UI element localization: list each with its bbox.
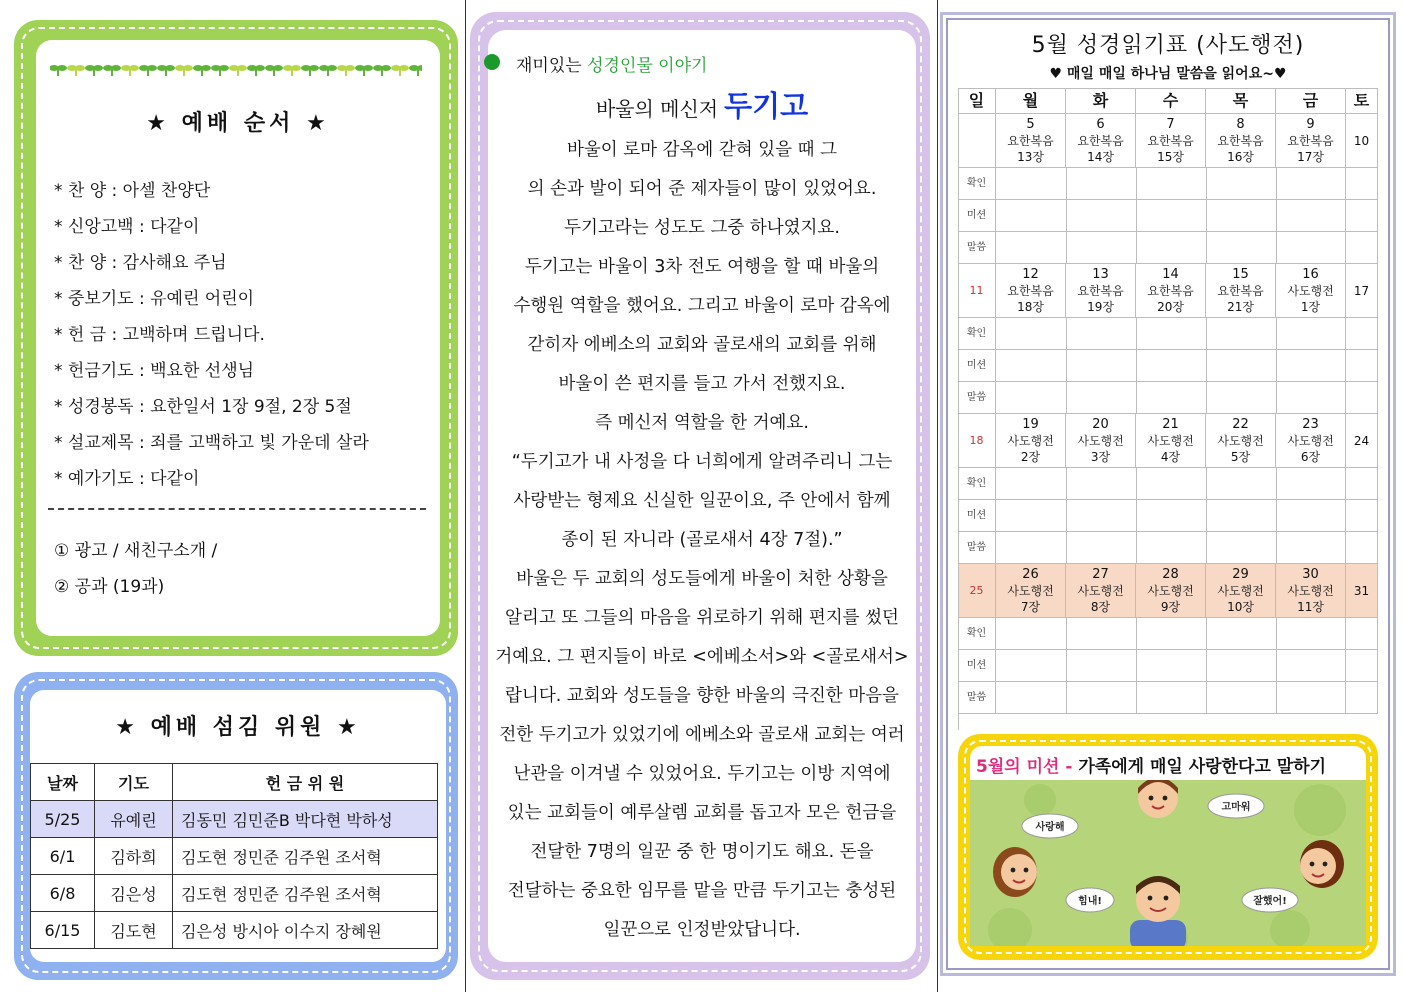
calendar-column-line <box>1276 232 1277 264</box>
calendar-day-ch: 5장 <box>1230 449 1251 464</box>
sprout-icon <box>67 65 85 76</box>
table-cell-date: 6/8 <box>31 875 95 912</box>
sprout-icon <box>373 65 391 76</box>
calendar-day-ch: 9장 <box>1160 599 1181 614</box>
calendar-day-ch: 11장 <box>1297 599 1324 614</box>
calendar-check-area <box>996 232 1346 264</box>
calendar-sunday: 25 <box>958 564 996 618</box>
worship-order-title: ★ 예배 순서 ★ <box>146 111 330 136</box>
calendar-column-line <box>1276 382 1277 414</box>
table-cell-names: 김도현 정민준 김주원 조서혁 <box>173 875 438 912</box>
calendar-day-book: 요한복음 <box>1147 133 1194 148</box>
story-line: “두기고가 내 사정을 다 너희에게 알려주리니 그는 <box>511 452 893 472</box>
calendar-column-line <box>1206 350 1207 382</box>
calendar-column-line <box>1206 232 1207 264</box>
story-line: 전달한 7명의 일꾼 중 한 명이기도 해요. 돈을 <box>530 842 874 862</box>
calendar-column-line <box>1206 532 1207 564</box>
calendar-column-line <box>1136 168 1137 200</box>
calendar-column-line <box>1066 468 1067 500</box>
story-line: 갇히자 에베소의 교회와 골로새의 교회를 위해 <box>527 335 877 355</box>
sprout-icon <box>247 65 265 76</box>
calendar-row-label: 확인 <box>958 318 996 350</box>
sprout-icon <box>391 65 409 76</box>
calendar-day-ch: 4장 <box>1160 449 1181 464</box>
story-line: 거예요. 그 편지들이 바로 <에베소서>와 <골로새서> <box>495 647 909 667</box>
calendar-sunday <box>958 114 996 168</box>
calendar-check-area <box>1346 200 1378 232</box>
calendar-column-line <box>1066 382 1067 414</box>
calendar-column-line <box>1276 168 1277 200</box>
calendar-row-label: 말씀 <box>958 382 996 414</box>
calendar-column-line <box>1276 468 1277 500</box>
sprout-icon <box>229 65 247 76</box>
calendar-day <box>1206 114 1276 168</box>
calendar-day <box>1206 414 1276 468</box>
table-row <box>31 912 438 949</box>
calendar-day <box>1206 564 1276 618</box>
calendar-day-num: 26 <box>1022 566 1039 582</box>
calendar-column-line <box>1066 318 1067 350</box>
calendar-day-ch: 15장 <box>1157 149 1184 164</box>
calendar-day-num: 9 <box>1306 116 1315 132</box>
calendar-day-book: 요한복음 <box>1217 283 1264 298</box>
calendar-day-num: 23 <box>1302 416 1319 432</box>
worship-order-extra-item: ② 공과 (19과) <box>54 577 165 597</box>
calendar-saturday: 31 <box>1346 564 1378 618</box>
column-header-offering: 헌 금 위 원 <box>173 764 438 801</box>
calendar-day-ch: 13장 <box>1017 149 1044 164</box>
story-line: 바울이 쓴 편지를 들고 가서 전했지요. <box>558 374 846 394</box>
table-cell-prayer: 김은성 <box>95 875 173 912</box>
weekday-header: 토 <box>1346 88 1378 114</box>
sprout-icon <box>337 65 355 76</box>
calendar-check-area <box>1346 350 1378 382</box>
bubble-text: 잘했어! <box>1253 896 1287 907</box>
calendar-subtitle: ♥ 매일 매일 하나님 말씀을 읽어요~♥ <box>1049 66 1287 82</box>
calendar-column-line <box>1066 232 1067 264</box>
weekday-header: 금 <box>1276 88 1346 114</box>
calendar-day-book: 사도행전 <box>1077 433 1124 448</box>
table-row <box>31 801 438 838</box>
sprout-icon <box>85 65 103 76</box>
calendar-day-book: 사도행전 <box>1147 583 1194 598</box>
worship-order-item: * 중보기도 : 유예린 어린이 <box>54 289 255 309</box>
story-line: 전달하는 중요한 임무를 맡을 만큼 두기고는 충성된 <box>507 881 897 901</box>
calendar-column-line <box>1206 318 1207 350</box>
calendar-day <box>1136 264 1206 318</box>
sprout-icon <box>265 65 283 76</box>
calendar-column-line <box>1136 200 1137 232</box>
calendar-column-line <box>1066 200 1067 232</box>
dashed-divider <box>48 508 426 510</box>
calendar-day-num: 16 <box>1302 266 1319 282</box>
worship-order-item: * 헌금기도 : 백요한 선생님 <box>54 361 255 381</box>
calendar-column-line <box>1206 618 1207 650</box>
table-cell-names: 김동민 김민준B 박다현 박하성 <box>173 801 438 838</box>
calendar-day-num: 19 <box>1022 416 1039 432</box>
story-line: 바울은 두 교회의 성도들에게 바울이 처한 상황을 <box>516 569 888 589</box>
table-cell-names: 김도현 정민준 김주원 조서혁 <box>173 838 438 875</box>
calendar-column-line <box>1276 532 1277 564</box>
calendar-day-book: 사도행전 <box>1287 433 1334 448</box>
calendar-day-num: 8 <box>1236 116 1245 132</box>
calendar-day-num: 22 <box>1232 416 1249 432</box>
story-line: 즉 메신저 역할을 한 거예요. <box>595 413 809 433</box>
worship-order-list <box>54 176 369 500</box>
table-cell-date: 6/1 <box>31 838 95 875</box>
calendar-saturday: 17 <box>1346 264 1378 318</box>
story-kicker-highlight: 성경인물 이야기 <box>587 56 708 76</box>
calendar-column-line <box>1136 318 1137 350</box>
story-line: 전한 두기고가 있었기에 에베소와 골로새 교회는 여러 <box>499 725 905 745</box>
weekday-header: 수 <box>1136 88 1206 114</box>
calendar-row-label: 미션 <box>958 200 996 232</box>
story-line: 두기고는 바울이 3차 전도 여행을 할 때 바울의 <box>524 257 880 277</box>
calendar-day-ch: 1장 <box>1300 299 1321 314</box>
calendar-day <box>1276 564 1346 618</box>
calendar-day <box>996 564 1066 618</box>
story-line: 사랑받는 형제요 신실한 일꾼이요, 주 안에서 함께 <box>513 491 891 511</box>
calendar-column-line <box>1136 468 1137 500</box>
calendar-day-num: 13 <box>1092 266 1109 282</box>
girl-face-icon <box>1300 840 1344 888</box>
calendar-check-area <box>1346 682 1378 714</box>
story-line: 알리고 또 그들의 마음을 위로하기 위해 편지를 썼던 <box>505 608 899 628</box>
calendar-column-line <box>1206 650 1207 682</box>
calendar-day-book: 사도행전 <box>1287 583 1334 598</box>
calendar-column-line <box>1066 650 1067 682</box>
calendar-day <box>1206 264 1276 318</box>
calendar-check-area <box>1346 618 1378 650</box>
worship-order-item: * 헌 금 : 고백하며 드립니다. <box>54 325 265 345</box>
weekday-header: 월 <box>996 88 1066 114</box>
table-cell-date: 5/25 <box>31 801 95 838</box>
table-cell-prayer: 김도현 <box>95 912 173 949</box>
story-line: 난관을 이겨낼 수 있었어요. 두기고는 이방 지역에 <box>513 764 891 784</box>
sprout-icon <box>157 65 175 76</box>
calendar-check-area <box>996 200 1346 232</box>
calendar-check-area <box>1346 382 1378 414</box>
calendar-day <box>1136 414 1206 468</box>
sprout-icon <box>355 65 373 76</box>
calendar-saturday: 24 <box>1346 414 1378 468</box>
calendar-day-num: 29 <box>1232 566 1249 582</box>
calendar-check-area <box>1346 532 1378 564</box>
story-line: 종이 된 자니라 (골로새서 4장 7절).” <box>561 530 843 550</box>
calendar-check-area <box>1346 318 1378 350</box>
table-cell-prayer: 유예린 <box>95 801 173 838</box>
weekday-header: 일 <box>958 88 996 114</box>
mission-body: 가족에게 매일 사랑한다고 말하기 <box>1078 757 1327 777</box>
worship-order-extra <box>54 536 217 608</box>
calendar-check-area <box>996 382 1346 414</box>
calendar-column-line <box>1276 618 1277 650</box>
calendar-title: 5월 성경읽기표 (사도행전) <box>1031 33 1305 58</box>
calendar-day-book: 사도행전 <box>1147 433 1194 448</box>
calendar-day-ch: 10장 <box>1227 599 1254 614</box>
calendar-day <box>1066 264 1136 318</box>
calendar-day-ch: 3장 <box>1090 449 1111 464</box>
worship-order-item: * 신앙고백 : 다같이 <box>54 217 200 237</box>
calendar-day-num: 28 <box>1162 566 1179 582</box>
sprout-icon <box>139 65 157 76</box>
calendar-column-line <box>1206 382 1207 414</box>
calendar-day-book: 요한복음 <box>1077 133 1124 148</box>
panel-divider <box>937 0 938 992</box>
calendar-row-label: 확인 <box>958 468 996 500</box>
calendar-column-line <box>1066 350 1067 382</box>
story-line: 일꾼으로 인정받았답니다. <box>603 920 801 940</box>
calendar-row-label: 확인 <box>958 168 996 200</box>
calendar-day-book: 사도행전 <box>1007 433 1054 448</box>
table-cell-prayer: 김하희 <box>95 838 173 875</box>
story-line: 수행원 역할을 했어요. 그리고 바울이 로마 감옥에 <box>513 296 891 316</box>
calendar-day <box>1276 264 1346 318</box>
calendar-check-area <box>996 532 1346 564</box>
calendar-check-area <box>996 318 1346 350</box>
calendar-day <box>1136 564 1206 618</box>
sprout-icon <box>175 65 193 76</box>
calendar-column-line <box>1136 232 1137 264</box>
calendar-check-area <box>1346 232 1378 264</box>
table-header-row <box>31 764 438 801</box>
sprout-icon <box>283 65 301 76</box>
calendar-day <box>1066 114 1136 168</box>
calendar-day-ch: 18장 <box>1017 299 1044 314</box>
story-line: 바울이 로마 감옥에 갇혀 있을 때 그 <box>566 140 838 160</box>
column-header-date: 날짜 <box>31 764 95 801</box>
sprout-border <box>50 58 422 78</box>
worship-order-item: * 성경봉독 : 요한일서 1장 9절, 2장 5절 <box>54 397 352 417</box>
calendar-day-ch: 19장 <box>1087 299 1114 314</box>
calendar-check-area <box>996 168 1346 200</box>
calendar-day-book: 사도행전 <box>1287 283 1334 298</box>
calendar-day-num: 12 <box>1022 266 1039 282</box>
story-body <box>486 131 918 950</box>
calendar-column-line <box>1136 618 1137 650</box>
sprout-icon <box>409 65 422 76</box>
calendar-row-label: 미션 <box>958 650 996 682</box>
worship-order-item: * 찬 양 : 아셀 찬양단 <box>54 181 211 201</box>
calendar-day-book: 사도행전 <box>1217 583 1264 598</box>
story-kicker <box>516 51 707 76</box>
calendar-day-ch: 6장 <box>1300 449 1321 464</box>
calendar-day <box>1066 564 1136 618</box>
calendar-check-area <box>1346 650 1378 682</box>
story-line: 두기고라는 성도도 그중 하나였지요. <box>564 218 840 238</box>
calendar-column-line <box>1276 682 1277 714</box>
calendar-column-line <box>1066 618 1067 650</box>
calendar-day <box>1276 414 1346 468</box>
story-kicker-lead: 재미있는 <box>516 56 588 76</box>
calendar-day-ch: 17장 <box>1297 149 1324 164</box>
mother-face-icon <box>993 847 1037 897</box>
sprout-icon <box>121 65 139 76</box>
calendar-row-label: 말씀 <box>958 532 996 564</box>
calendar-column-line <box>1066 500 1067 532</box>
weekday-header: 화 <box>1066 88 1136 114</box>
calendar-day-book: 요한복음 <box>1217 133 1264 148</box>
sprout-icon <box>103 65 121 76</box>
calendar-day-ch: 21장 <box>1227 299 1254 314</box>
calendar-day-ch: 7장 <box>1020 599 1041 614</box>
calendar-column-line <box>1276 350 1277 382</box>
calendar-row-label: 미션 <box>958 350 996 382</box>
calendar-day-num: 7 <box>1166 116 1175 132</box>
calendar-column-line <box>1206 682 1207 714</box>
calendar-column-line <box>1206 468 1207 500</box>
story-line: 랍니다. 교회와 성도들을 향한 바울의 극진한 마음을 <box>505 686 899 706</box>
worship-order-item: * 설교제목 : 죄를 고백하고 빛 가운데 살라 <box>54 433 369 453</box>
calendar-day-num: 5 <box>1026 116 1035 132</box>
calendar-day-num: 15 <box>1232 266 1249 282</box>
servants-title: ★ 예배 섬김 위원 ★ <box>115 715 361 740</box>
calendar-check-area <box>996 500 1346 532</box>
sprout-icon <box>319 65 337 76</box>
calendar-check-area <box>996 350 1346 382</box>
calendar-column-line <box>1136 532 1137 564</box>
story-line: 있는 교회들이 예루살렘 교회를 돕고자 모은 헌금을 <box>507 803 897 823</box>
calendar-day-book: 사도행전 <box>1217 433 1264 448</box>
calendar-day-ch: 2장 <box>1020 449 1041 464</box>
sprout-icon <box>301 65 319 76</box>
column-header-prayer: 기도 <box>95 764 173 801</box>
calendar-column-line <box>1206 200 1207 232</box>
calendar-day-book: 요한복음 <box>1147 283 1194 298</box>
calendar-saturday: 10 <box>1346 114 1378 168</box>
calendar-column-line <box>1136 350 1137 382</box>
calendar-check-area <box>1346 168 1378 200</box>
worship-order-extra-item: ① 광고 / 새친구소개 / <box>54 541 218 561</box>
calendar-row-label: 확인 <box>958 618 996 650</box>
calendar-day-book: 요한복음 <box>1007 133 1054 148</box>
calendar-column-line <box>1276 318 1277 350</box>
calendar-row-label: 미션 <box>958 500 996 532</box>
calendar-column-line <box>1276 650 1277 682</box>
calendar-day-num: 20 <box>1092 416 1109 432</box>
mission-lead: 5월의 미션 <box>976 757 1060 777</box>
calendar-column-line <box>1066 532 1067 564</box>
mission-text <box>976 752 1326 777</box>
bubble-text: 고마워 <box>1221 802 1251 813</box>
calendar-day-num: 6 <box>1096 116 1105 132</box>
calendar-day-num: 30 <box>1302 566 1319 582</box>
calendar-day-num: 27 <box>1092 566 1109 582</box>
calendar-day-book: 사도행전 <box>1007 583 1054 598</box>
calendar-check-area <box>1346 500 1378 532</box>
calendar-column-line <box>1136 682 1137 714</box>
weekday-header: 목 <box>1206 88 1276 114</box>
table-cell-date: 6/15 <box>31 912 95 949</box>
calendar-check-area <box>996 650 1346 682</box>
mission-separator: - <box>1059 757 1079 777</box>
calendar-check-area <box>996 682 1346 714</box>
family-faces-illustration <box>970 780 1366 946</box>
story-headline <box>488 84 916 125</box>
calendar-day-book: 요한복음 <box>1287 133 1334 148</box>
calendar-check-area <box>996 468 1346 500</box>
calendar-column-line <box>1206 500 1207 532</box>
table-row <box>31 875 438 912</box>
story-headline-name: 두기고 <box>724 89 809 123</box>
calendar-day <box>996 414 1066 468</box>
calendar-check-area <box>996 618 1346 650</box>
calendar-sunday: 18 <box>958 414 996 468</box>
calendar-column-line <box>1276 500 1277 532</box>
servants-table <box>30 763 438 949</box>
calendar-column-line <box>1206 168 1207 200</box>
calendar-sunday: 11 <box>958 264 996 318</box>
calendar-day-ch: 16장 <box>1227 149 1254 164</box>
panel-divider <box>465 0 466 992</box>
story-line: 의 손과 발이 되어 준 제자들이 많이 있었어요. <box>527 179 877 199</box>
calendar-day-num: 21 <box>1162 416 1179 432</box>
calendar-grid <box>958 88 1378 730</box>
calendar-day-book: 요한복음 <box>1077 283 1124 298</box>
sprout-icon <box>193 65 211 76</box>
calendar-column-line <box>1066 682 1067 714</box>
calendar-day <box>996 114 1066 168</box>
calendar-column-line <box>1136 500 1137 532</box>
calendar-day-ch: 14장 <box>1087 149 1114 164</box>
bubble-text: 힘내! <box>1078 896 1102 907</box>
calendar-day <box>1066 414 1136 468</box>
story-headline-lead: 바울의 메신저 <box>595 97 719 121</box>
calendar-column-line <box>1136 382 1137 414</box>
calendar-day-num: 14 <box>1162 266 1179 282</box>
calendar-day <box>1136 114 1206 168</box>
calendar-day-ch: 8장 <box>1090 599 1111 614</box>
calendar-column-line <box>1276 200 1277 232</box>
calendar-column-line <box>1066 168 1067 200</box>
calendar-day-book: 사도행전 <box>1077 583 1124 598</box>
green-dot-icon <box>484 54 500 70</box>
calendar-column-line <box>1136 650 1137 682</box>
calendar-row-label: 말씀 <box>958 682 996 714</box>
calendar-day-book: 요한복음 <box>1007 283 1054 298</box>
table-row <box>31 838 438 875</box>
calendar-day <box>1276 114 1346 168</box>
worship-order-item: * 찬 양 : 감사해요 주님 <box>54 253 227 273</box>
calendar-day-ch: 20장 <box>1157 299 1184 314</box>
calendar-day <box>996 264 1066 318</box>
worship-order-item: * 예가기도 : 다같이 <box>54 469 200 489</box>
calendar-row-label: 말씀 <box>958 232 996 264</box>
sprout-icon <box>211 65 229 76</box>
sprout-icon <box>50 65 67 76</box>
bubble-text: 사랑해 <box>1035 822 1065 833</box>
table-cell-names: 김은성 방시아 이수지 장혜원 <box>173 912 438 949</box>
calendar-check-area <box>1346 468 1378 500</box>
